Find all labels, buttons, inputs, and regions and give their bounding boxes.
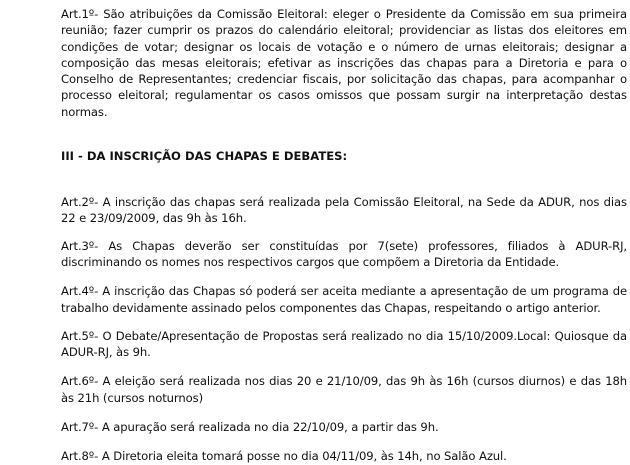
article-4-paragraph: Art.4º- A inscrição das Chapas só poderá ser aceita mediante a apresentação de um programa de trabalho devidamente assinado pelos componentes das Chapas, respeitando o artigo anterior.: [61, 284, 627, 315]
article-7-paragraph: Art.7º- A apuração será realizada no dia 22/10/09, a partir das 9h.: [61, 420, 439, 435]
article-6-paragraph: Art.6º- A eleição será realizada nos dias 20 e 21/10/09, das 9h às 16h (cursos diurnos) e das 18h às 21h (cursos noturnos): [61, 374, 627, 405]
article-3-paragraph: Art.3º- As Chapas deverão ser constituídas por 7(sete) professores, filiados à ADUR-RJ, discriminando os nomes nos respectivos cargos que compõem a Diretoria da Entidade.: [61, 238, 627, 269]
article-5-paragraph: Art.5º- O Debate/Apresentação de Propostas será realizado no dia 15/10/2009.Local: Quiosque da ADUR-RJ, às 9h.: [61, 328, 627, 360]
article-8-paragraph: Art.8º- A Diretoria eleita tomará posse no dia 04/11/09, às 14h, no Salão Azul.: [61, 449, 507, 464]
article-2-paragraph: Art.2º- A inscrição das chapas será realizada pela Comissão Eleitoral, na Sede da ADUR, nos dias 22 e 23/09/2009, das 9h às 16h.: [61, 195, 627, 226]
document-body: [61, 6, 627, 465]
article-1-paragraph: Art.1º- São atribuições da Comissão Eleitoral: eleger o Presidente da Comissão em sua primeira reunião; fazer cumprir os prazos do calendário eleitoral; providenciar as listas dos eleitores em condições de votar; designar os locais de votação e o número de urnas eleitorais; designar a composição das mesas eleitorais; efetivar as inscrições das chapas para a Diretoria e para o Conselho de Representantes; credenciar fiscais, por solicitação das chapas, para acompanhar o processo eleitoral; regulamentar os casos omissos que possam surgir na interpretação destas normas.: [61, 7, 627, 119]
section-heading: III - DA INSCRIÇÃO DAS CHAPAS E DEBATES:: [61, 149, 348, 164]
